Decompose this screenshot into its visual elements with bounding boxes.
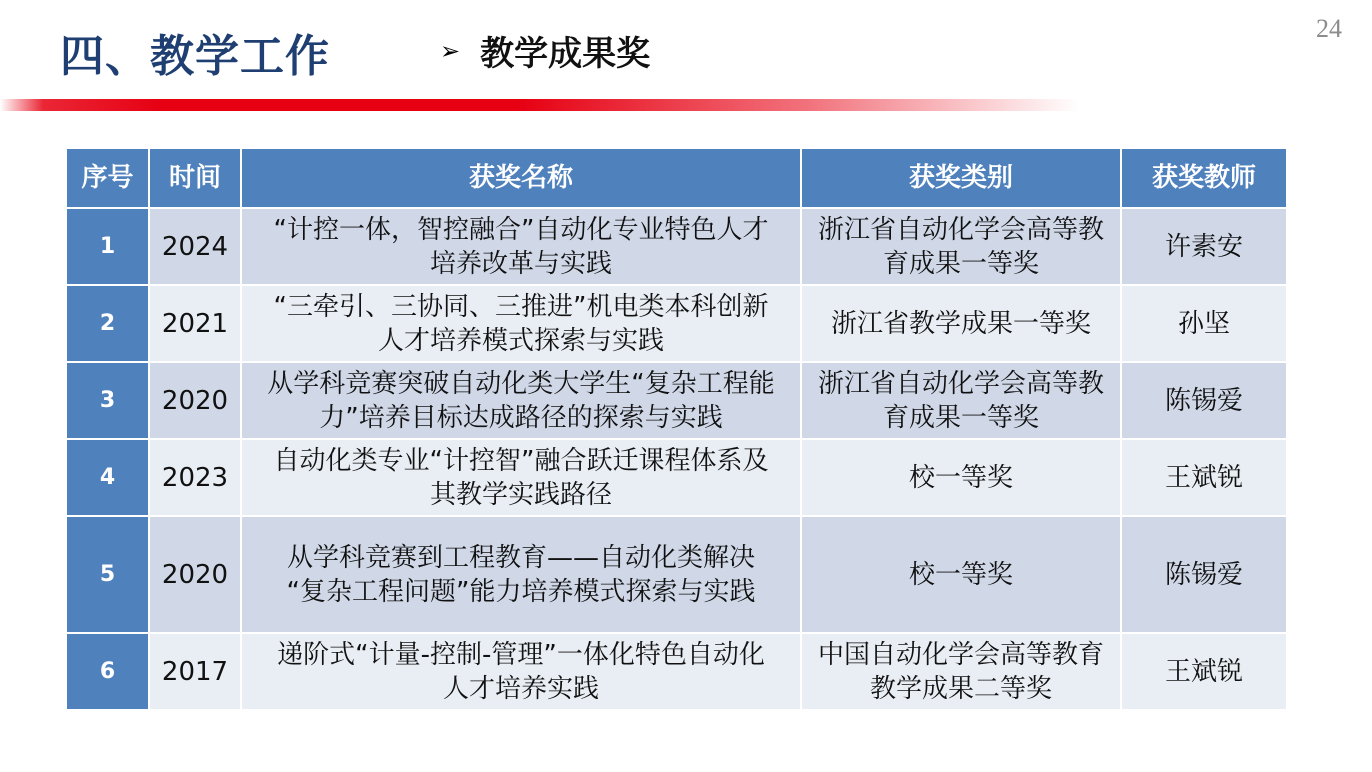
award-name-line: 其教学实践路径 <box>429 479 612 510</box>
arrow-bullet-icon: ➢ <box>440 36 461 65</box>
row-index: 5 <box>66 516 149 633</box>
row-index: 1 <box>66 208 149 285</box>
row-year: 2021 <box>149 285 241 362</box>
award-name-line: 培养改革与实践 <box>429 248 612 279</box>
row-index: 2 <box>66 285 149 362</box>
row-year: 2024 <box>149 208 241 285</box>
row-index: 3 <box>66 362 149 439</box>
row-teacher: 孙坚 <box>1121 285 1287 362</box>
row-award-name <box>241 362 801 439</box>
award-category-line: 浙江省教学成果一等奖 <box>830 308 1091 339</box>
row-year: 2020 <box>149 516 241 633</box>
row-award-name <box>241 633 801 710</box>
table-row <box>66 633 1287 710</box>
row-award-category <box>801 362 1121 439</box>
row-award-category <box>801 633 1121 710</box>
row-award-category <box>801 285 1121 362</box>
header-award-name: 获奖名称 <box>241 148 801 208</box>
award-name-line: 人才培养实践 <box>442 673 599 704</box>
table-header-row <box>66 148 1287 208</box>
row-award-category <box>801 208 1121 285</box>
row-teacher: 许素安 <box>1121 208 1287 285</box>
table-row <box>66 516 1287 633</box>
award-name-line: 从学科竞赛突破自动化类大学生“复杂工程能 <box>267 368 775 399</box>
award-category-line: 教学成果二等奖 <box>869 673 1052 704</box>
row-award-name <box>241 439 801 516</box>
award-name-line: 从学科竞赛到工程教育——自动化类解决 <box>286 542 755 573</box>
award-category-line: 校一等奖 <box>908 559 1013 590</box>
award-name-line: “计控一体，智控融合”自动化专业特色人才 <box>273 214 769 245</box>
table-row <box>66 439 1287 516</box>
table-row <box>66 285 1287 362</box>
award-name-line: 人才培养模式探索与实践 <box>377 325 664 356</box>
table-row <box>66 208 1287 285</box>
row-award-name <box>241 516 801 633</box>
award-category-line: 育成果一等奖 <box>882 248 1039 279</box>
award-name-line: “复杂工程问题”能力培养模式探索与实践 <box>286 576 756 607</box>
row-award-name <box>241 208 801 285</box>
row-year: 2020 <box>149 362 241 439</box>
award-category-line: 育成果一等奖 <box>882 402 1039 433</box>
award-name-line: “三牵引、三协同、三推进”机电类本科创新 <box>273 291 769 322</box>
row-teacher: 陈锡爱 <box>1121 362 1287 439</box>
awards-table <box>65 147 1288 711</box>
header-year: 时间 <box>149 148 241 208</box>
award-category-line: 中国自动化学会高等教育 <box>817 639 1104 670</box>
row-teacher: 王斌锐 <box>1121 439 1287 516</box>
award-category-line: 浙江省自动化学会高等教 <box>817 368 1104 399</box>
subtitle <box>440 26 650 75</box>
row-teacher: 王斌锐 <box>1121 633 1287 710</box>
row-teacher: 陈锡爱 <box>1121 516 1287 633</box>
row-index: 4 <box>66 439 149 516</box>
award-name-line: 力”培养目标达成路径的探索与实践 <box>319 402 723 433</box>
row-award-category <box>801 516 1121 633</box>
award-category-line: 浙江省自动化学会高等教 <box>817 214 1104 245</box>
award-name-line: 递阶式“计量-控制-管理”一体化特色自动化 <box>277 639 765 670</box>
row-award-category <box>801 439 1121 516</box>
row-award-name <box>241 285 801 362</box>
header-teacher: 获奖教师 <box>1121 148 1287 208</box>
header-index: 序号 <box>66 148 149 208</box>
table-row <box>66 362 1287 439</box>
award-category-line: 校一等奖 <box>908 462 1013 493</box>
row-index: 6 <box>66 633 149 710</box>
award-name-line: 自动化类专业“计控智”融合跃迁课程体系及 <box>273 445 769 476</box>
row-year: 2023 <box>149 439 241 516</box>
page-number: 24 <box>1316 14 1342 43</box>
row-year: 2017 <box>149 633 241 710</box>
section-title: 四、教学工作 <box>60 31 330 82</box>
accent-divider <box>0 99 1080 111</box>
header-award-category: 获奖类别 <box>801 148 1121 208</box>
subtitle-text: 教学成果奖 <box>480 34 651 74</box>
